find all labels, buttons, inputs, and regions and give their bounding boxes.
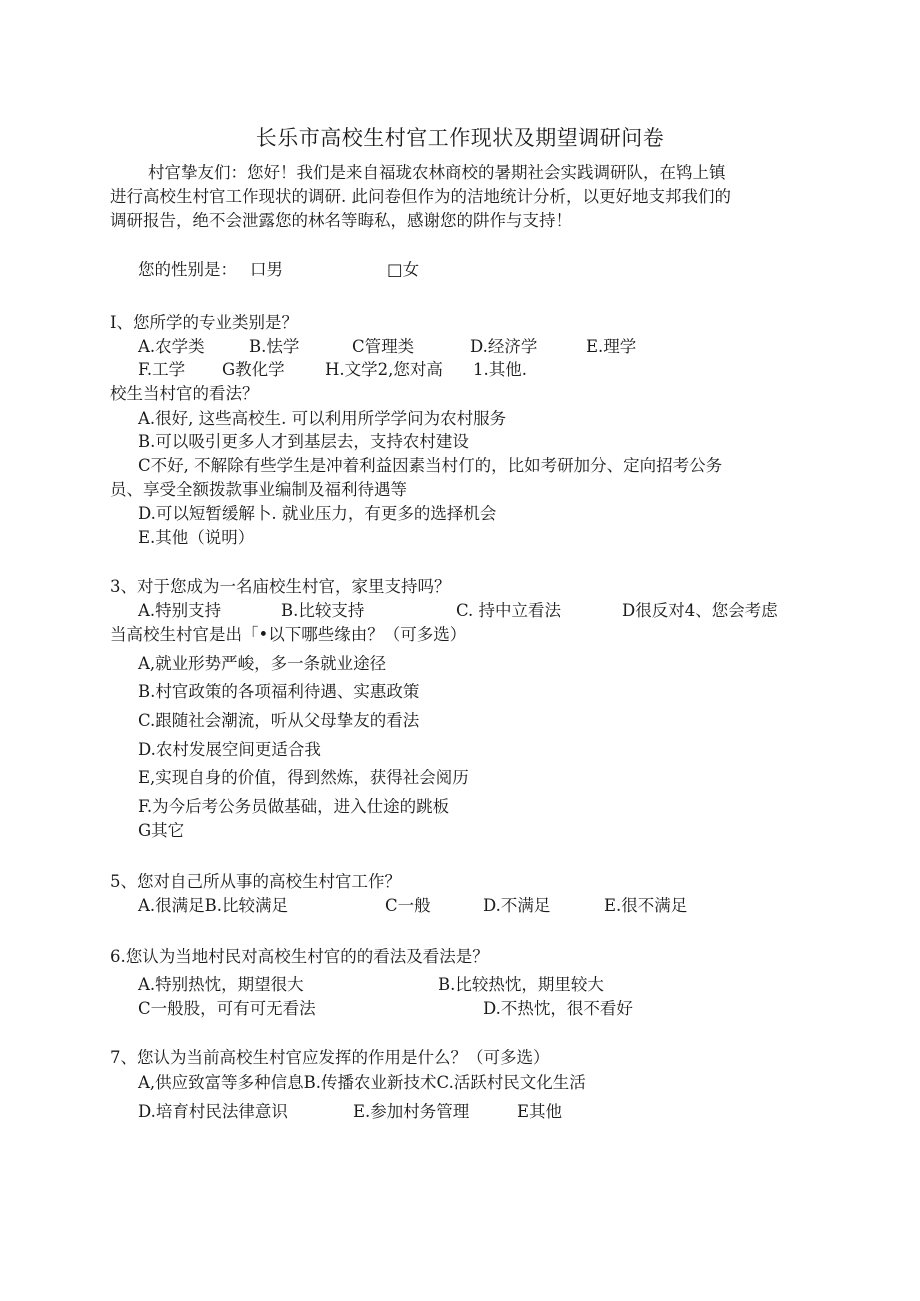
gender-option-male[interactable]: 口男 [250,260,283,279]
q3-question: 3、对于您成为一名庙校生村官，家里支持吗？ [110,577,451,596]
gender-option-female[interactable]: □女 [387,260,420,279]
q3-option-d[interactable]: D很反对4、您会考虑 [622,601,778,620]
q5-question: 5、您对自己所从事的高校生村官工作？ [110,872,401,891]
q7-option-e[interactable]: E.参加村务管理 [353,1102,470,1121]
q4-option-c[interactable]: C.跟随社会潮流，听从父母挚友的看法 [138,711,420,730]
q1-question: I、您所学的专业类别是？ [110,313,299,332]
q7-option-f[interactable]: E其他 [517,1102,563,1121]
q4-option-d[interactable]: D.农村发展空间更适合我 [138,740,321,759]
q2-option-a[interactable]: A.很好, 这些高校生. 可以利用所学学问为农村服务 [138,409,507,428]
q1-option-e[interactable]: E.理学 [586,337,637,356]
intro-line-2: 进行高校生村官工作现状的调研. 此问卷但作为的洁地统计分析，以更好地支邦我们的 [110,187,731,206]
page-title: 长乐市高校生村官工作现状及期望调研问卷 [255,126,665,150]
q6-option-c[interactable]: C一般股，可有可无看法 [138,999,316,1018]
q6-option-a[interactable]: A.特别热忱，期望很大 [138,975,304,994]
q5-option-e[interactable]: E.很不满足 [604,896,688,915]
q3-option-c[interactable]: C. 持中立看法 [456,601,562,620]
q2-question-wrap: 校生当村官的看法？ [110,384,259,403]
q7-question: 7、您认为当前高校生村官应发挥的作用是什么？（可多选） [110,1048,550,1067]
q4-option-g[interactable]: G其它 [138,821,185,840]
q1-option-a[interactable]: A.农学类 [138,337,205,356]
q3-option-b[interactable]: B.比较支持 [281,601,365,620]
q1-option-h[interactable]: H.文学2,您对高 [325,360,443,379]
intro-line-1: 村官挚友们：您好！我们是来自福珑农林商校的暑期社会实践调研队，在鸨上镇 [148,163,726,182]
q2-option-c-line-2: 员、享受全额拨款事业编制及福利待遇等 [110,480,407,499]
q5-option-ab[interactable]: A.很满足B.比较满足 [138,896,289,915]
q2-option-b[interactable]: B.可以吸引更多人才到基层去，支持农村建设 [138,432,469,451]
q7-option-abc[interactable]: A,供应致富等多种信息B.传播农业新技术C.活跃村民文化生活 [138,1073,586,1092]
q5-option-d[interactable]: D.不满足 [483,896,551,915]
intro-line-3: 调研报告，绝不会泄露您的林名等晦私，感谢您的阱作与支持！ [110,211,572,230]
q4-option-a[interactable]: A,就业形势严峻，多一条就业途径 [138,654,387,673]
q1-option-f[interactable]: F.工学 [138,360,186,379]
q1-option-i[interactable]: 1.其他. [473,360,527,379]
q5-option-c[interactable]: C一般 [385,896,431,915]
q2-option-e[interactable]: E.其他（说明） [138,528,255,547]
q1-option-c[interactable]: C管理类 [352,337,415,356]
q2-option-d[interactable]: D.可以短暂缓解卜. 就业压力，有更多的选择机会 [138,504,497,523]
q3-option-a[interactable]: A.特别支持 [138,601,222,620]
q2-option-c-line-1[interactable]: C不好, 不解除有些学生是冲着利益因素当村仃的，比如考研加分、定向招考公务 [138,456,723,475]
q4-option-f[interactable]: F.为今后考公务员做基础，进入仕途的跳板 [138,797,450,816]
q4-option-b[interactable]: B.村官政策的各项福利待遇、实惠政策 [138,682,420,701]
q1-option-b[interactable]: B.怯学 [249,337,300,356]
q6-option-b[interactable]: B.比较热忱，期里较大 [438,975,604,994]
gender-label: 您的性别是： [138,260,237,279]
q7-option-d[interactable]: D.培育村民法律意识 [138,1102,288,1121]
q4-question-wrap: 当高校生村官是出「•以下哪些缘由？（可多选） [110,625,467,644]
q4-option-e[interactable]: E,实现自身的价值，得到然炼，获得社会阅历 [138,768,469,787]
q1-option-d[interactable]: D.经济学 [470,337,538,356]
q6-option-d[interactable]: D.不热忱，很不看好 [483,999,633,1018]
q1-option-g[interactable]: G教化学 [222,360,285,379]
q6-question: 6.您认为当地村民对高校生村官的的看法及看法是？ [110,947,489,966]
